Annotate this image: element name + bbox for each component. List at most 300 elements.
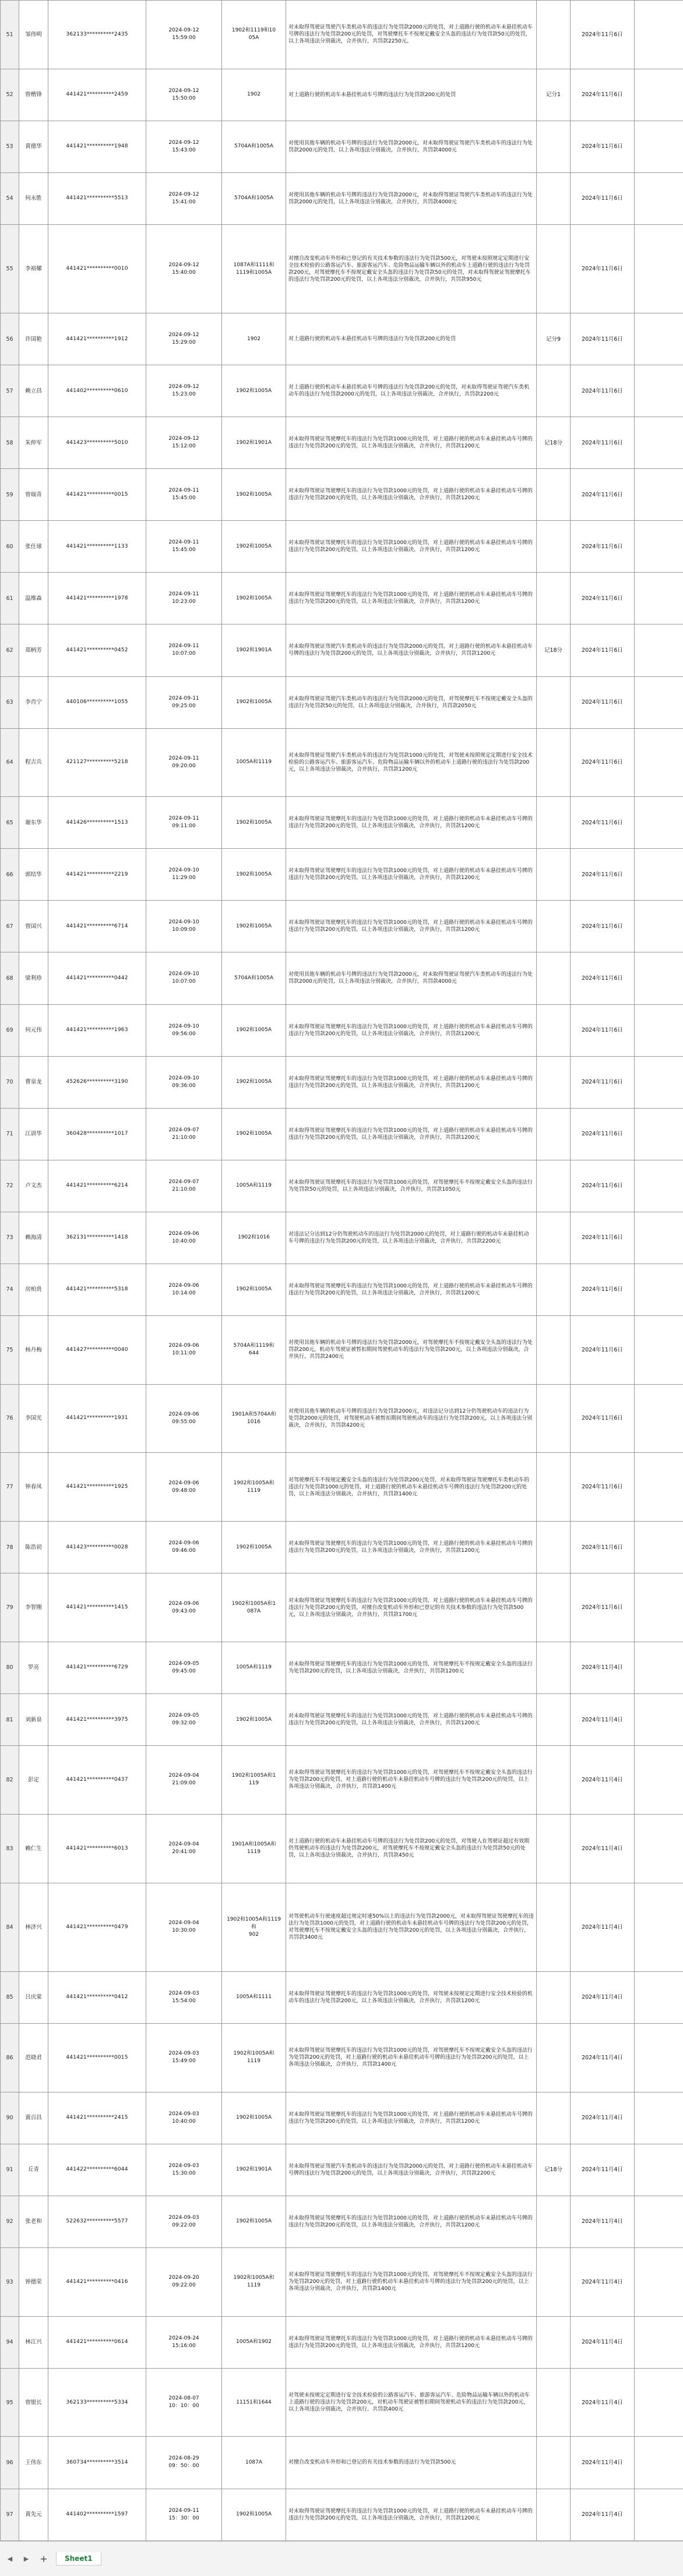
empty-cell[interactable] bbox=[635, 365, 683, 417]
points-note-cell[interactable] bbox=[537, 521, 571, 573]
empty-cell[interactable] bbox=[635, 2092, 683, 2144]
decision-date-cell[interactable]: 2024年11月6日 bbox=[571, 797, 635, 849]
decision-date-cell[interactable]: 2024年11月4日 bbox=[571, 2092, 635, 2144]
empty-cell[interactable] bbox=[635, 1971, 683, 2023]
row-number-cell[interactable]: 82 bbox=[1, 1746, 19, 1815]
add-sheet-button[interactable]: + bbox=[37, 2553, 50, 2566]
violation-time-cell[interactable]: 2024-09-06 09:55:00 bbox=[146, 1384, 222, 1453]
name-cell[interactable]: 罗亮 bbox=[19, 1642, 48, 1693]
decision-date-cell[interactable]: 2024年11月6日 bbox=[571, 728, 635, 797]
name-cell[interactable]: 梁利珍 bbox=[19, 952, 48, 1004]
empty-cell[interactable] bbox=[635, 797, 683, 849]
penalty-description-cell[interactable]: 对未取得驾驶证驾驶摩托车的违法行为处罚款1000元的处罚，对上道路行驶的机动车未悬挂机动车号牌的违法行为处罚款200元的处罚，对擅自改变机动车外形和已登记的有关技术参数的违法行为处罚款500元，以上各项违法分别裁决，合并执行，共罚款1700元 bbox=[286, 1573, 537, 1642]
row-number-cell[interactable]: 81 bbox=[1, 1694, 19, 1746]
id-number-cell[interactable]: 441421**********1415 bbox=[48, 1573, 146, 1642]
violation-time-cell[interactable]: 2024-09-12 15:50:00 bbox=[146, 69, 222, 121]
empty-cell[interactable] bbox=[635, 2247, 683, 2316]
id-number-cell[interactable]: 441421**********1133 bbox=[48, 521, 146, 573]
violation-time-cell[interactable]: 2024-09-03 15:54:00 bbox=[146, 1971, 222, 2023]
id-number-cell[interactable]: 441421**********0452 bbox=[48, 624, 146, 676]
empty-cell[interactable] bbox=[635, 1746, 683, 1815]
decision-date-cell[interactable]: 2024年11月6日 bbox=[571, 849, 635, 901]
row-number-cell[interactable]: 71 bbox=[1, 1108, 19, 1160]
violation-time-cell[interactable]: 2024-09-12 15:59:00 bbox=[146, 1, 222, 69]
id-number-cell[interactable]: 441422**********6044 bbox=[48, 2144, 146, 2196]
tab-sheet1[interactable]: Sheet1 bbox=[56, 2552, 101, 2566]
violation-code-cell[interactable]: 1902和1005A和1119和 902 bbox=[222, 1883, 286, 1971]
row-number-cell[interactable]: 79 bbox=[1, 1573, 19, 1642]
empty-cell[interactable] bbox=[635, 952, 683, 1004]
row-number-cell[interactable]: 53 bbox=[1, 121, 19, 172]
violation-code-cell[interactable]: 1902和1901A bbox=[222, 624, 286, 676]
violation-time-cell[interactable]: 2024-09-03 10:40:00 bbox=[146, 2092, 222, 2144]
points-note-cell[interactable] bbox=[537, 1573, 571, 1642]
empty-cell[interactable] bbox=[635, 1315, 683, 1384]
violation-code-cell[interactable]: 1902和1005A bbox=[222, 676, 286, 728]
violation-time-cell[interactable]: 2024-09-24 15:16:00 bbox=[146, 2316, 222, 2368]
violation-code-cell[interactable]: 1902和1005A和1 087A bbox=[222, 1573, 286, 1642]
id-number-cell[interactable]: 362133**********5334 bbox=[48, 2368, 146, 2437]
violation-code-cell[interactable]: 1005A和1119 bbox=[222, 1642, 286, 1693]
violation-time-cell[interactable]: 2024-09-06 10:40:00 bbox=[146, 1212, 222, 1264]
row-number-cell[interactable]: 76 bbox=[1, 1384, 19, 1453]
violation-code-cell[interactable]: 1902和1016 bbox=[222, 1212, 286, 1264]
row-number-cell[interactable]: 77 bbox=[1, 1453, 19, 1522]
decision-date-cell[interactable]: 2024年11月4日 bbox=[571, 2023, 635, 2092]
empty-cell[interactable] bbox=[635, 2368, 683, 2437]
points-note-cell[interactable] bbox=[537, 2437, 571, 2489]
points-note-cell[interactable]: 记18分 bbox=[537, 2144, 571, 2196]
points-note-cell[interactable]: 记18分 bbox=[537, 417, 571, 469]
name-cell[interactable]: 张老和 bbox=[19, 2196, 48, 2247]
penalty-description-cell[interactable]: 对使用其他车辆的机动车号牌的违法行为处罚款2000元，对违法记分达到12分仍驾驶机动车的违法行为处罚款2000元的处罚，对驾驶机动车被暂扣期间驾驶机动车的违法行为处罚款200元，以上各项违法分别裁决，合并执行，共罚款4200元 bbox=[286, 1384, 537, 1453]
empty-cell[interactable] bbox=[635, 1160, 683, 1212]
penalty-description-cell[interactable]: 对未取得驾驶证驾驶汽车类机动车的违法行为处罚款2000元的处罚，对上道路行驶的机动车未悬挂机动车号牌的违法行为处罚款200元的处罚，以上各项违法分别裁决，合并执行，共罚款1200元 bbox=[286, 624, 537, 676]
violation-time-cell[interactable]: 2024-09-04 21:09:00 bbox=[146, 1746, 222, 1815]
name-cell[interactable]: 曾楷锋 bbox=[19, 69, 48, 121]
violation-time-cell[interactable]: 2024-09-06 10:14:00 bbox=[146, 1264, 222, 1315]
row-number-cell[interactable]: 61 bbox=[1, 573, 19, 624]
penalty-description-cell[interactable]: 对未取得驾驶证驾驶汽车类机动车的违法行为处罚款2000元的处罚，对驾驶摩托车不按规定戴安全头盔的违法行为处罚款50元的处罚，以上各项违法分别裁决，合并执行，共罚款2050元 bbox=[286, 676, 537, 728]
id-number-cell[interactable]: 452626**********3190 bbox=[48, 1056, 146, 1108]
violation-code-cell[interactable]: 1902和1005A和 1119 bbox=[222, 1453, 286, 1522]
violation-code-cell[interactable]: 1902和1005A bbox=[222, 901, 286, 952]
decision-date-cell[interactable]: 2024年11月4日 bbox=[571, 2144, 635, 2196]
decision-date-cell[interactable]: 2024年11月6日 bbox=[571, 1573, 635, 1642]
penalty-description-cell[interactable]: 对未取得驾驶证驾驶摩托车的违法行为处罚款1000元的处罚，对上道路行驶的机动车未悬挂机动车号牌的违法行为处罚款200元的处罚，以上各项违法分别裁决，合并执行，共罚款1200元 bbox=[286, 2489, 537, 2541]
violation-time-cell[interactable]: 2024-09-05 09:32:00 bbox=[146, 1694, 222, 1746]
penalty-description-cell[interactable]: 对上道路行驶的机动车未悬挂机动车号牌的违法行为处罚款200元的处罚，对未取得驾驶证驾驶汽车类机动车的违法行为处罚款2000元的处罚，以上各项违法分别裁决，合并执行，共罚款2200元 bbox=[286, 365, 537, 417]
decision-date-cell[interactable]: 2024年11月4日 bbox=[571, 1642, 635, 1693]
row-number-cell[interactable]: 57 bbox=[1, 365, 19, 417]
violation-time-cell[interactable]: 2024-09-11 10:23:00 bbox=[146, 573, 222, 624]
penalty-description-cell[interactable]: 对未取得驾驶证驾驶摩托车的违法行为处罚款1000元的处罚，对驾驶摩托车不按规定戴安全头盔的违法行为处罚款200元的处罚，对上道路行驶的机动车未悬挂机动车号牌的违法行为处罚款200元的处罚，以上各项违法分别裁决，合并执行，共罚款1400元 bbox=[286, 1746, 537, 1815]
name-cell[interactable]: 李裕耀 bbox=[19, 224, 48, 313]
penalty-description-cell[interactable]: 对未取得驾驶证驾驶摩托车的违法行为处罚款1000元的处罚，对驾驶摩托车不按规定戴安全头盔的违法行为处罚款200元的处罚，以上各项违法分别裁决，合并执行，共罚款1200元 bbox=[286, 1642, 537, 1693]
decision-date-cell[interactable]: 2024年11月4日 bbox=[571, 2316, 635, 2368]
decision-date-cell[interactable]: 2024年11月6日 bbox=[571, 573, 635, 624]
violation-code-cell[interactable]: 1901A和1005A和 1119 bbox=[222, 1814, 286, 1883]
points-note-cell[interactable] bbox=[537, 2489, 571, 2541]
violation-time-cell[interactable]: 2024-09-11 15:45:00 bbox=[146, 521, 222, 573]
id-number-cell[interactable]: 441421**********6013 bbox=[48, 1814, 146, 1883]
penalty-description-cell[interactable]: 对未取得驾驶证驾驶摩托车的违法行为处罚款1000元的处罚，对上道路行驶的机动车未悬挂机动车号牌的违法行为处罚款200元的处罚，以上各项违法分别裁决，合并执行，共罚款1200元 bbox=[286, 417, 537, 469]
id-number-cell[interactable]: 441421**********0416 bbox=[48, 2247, 146, 2316]
violation-code-cell[interactable]: 5704A和1005A bbox=[222, 172, 286, 224]
name-cell[interactable]: 彭定 bbox=[19, 1746, 48, 1815]
violation-time-cell[interactable]: 2024-09-04 10:30:00 bbox=[146, 1883, 222, 1971]
decision-date-cell[interactable]: 2024年11月4日 bbox=[571, 2196, 635, 2247]
violation-code-cell[interactable]: 1902和1119和10 05A bbox=[222, 1, 286, 69]
empty-cell[interactable] bbox=[635, 2023, 683, 2092]
violation-time-cell[interactable]: 2024-08-07 10：10：00 bbox=[146, 2368, 222, 2437]
empty-cell[interactable] bbox=[635, 417, 683, 469]
name-cell[interactable]: 李肖宁 bbox=[19, 676, 48, 728]
penalty-description-cell[interactable]: 对未取得驾驶证驾驶摩托车的违法行为处罚款1000元的处罚，对上道路行驶的机动车未悬挂机动车号牌的违法行为处罚款200元的处罚，以上各项违法分别裁决，合并执行，共罚款1200元 bbox=[286, 849, 537, 901]
row-number-cell[interactable]: 52 bbox=[1, 69, 19, 121]
name-cell[interactable]: 何元伟 bbox=[19, 1004, 48, 1056]
violation-time-cell[interactable]: 2024-09-12 15:43:00 bbox=[146, 121, 222, 172]
violation-code-cell[interactable]: 1902和1005A bbox=[222, 469, 286, 521]
violation-time-cell[interactable]: 2024-09-06 09:43:00 bbox=[146, 1573, 222, 1642]
row-number-cell[interactable]: 80 bbox=[1, 1642, 19, 1693]
violation-time-cell[interactable]: 2024-09-11 09:25:00 bbox=[146, 676, 222, 728]
points-note-cell[interactable] bbox=[537, 1522, 571, 1573]
decision-date-cell[interactable]: 2024年11月6日 bbox=[571, 1453, 635, 1522]
name-cell[interactable]: 林江兴 bbox=[19, 2316, 48, 2368]
name-cell[interactable]: 黄先元 bbox=[19, 2489, 48, 2541]
decision-date-cell[interactable]: 2024年11月4日 bbox=[571, 1883, 635, 1971]
empty-cell[interactable] bbox=[635, 573, 683, 624]
violation-time-cell[interactable]: 2024-09-06 09:48:00 bbox=[146, 1453, 222, 1522]
name-cell[interactable]: 陈浩初 bbox=[19, 1522, 48, 1573]
name-cell[interactable]: 郑柄芳 bbox=[19, 624, 48, 676]
decision-date-cell[interactable]: 2024年11月6日 bbox=[571, 365, 635, 417]
violation-code-cell[interactable]: 1902和1005A和 1119 bbox=[222, 2023, 286, 2092]
id-number-cell[interactable]: 441421**********2415 bbox=[48, 2092, 146, 2144]
decision-date-cell[interactable]: 2024年11月6日 bbox=[571, 69, 635, 121]
violation-time-cell[interactable]: 2024-09-20 09:22:00 bbox=[146, 2247, 222, 2316]
row-number-cell[interactable]: 69 bbox=[1, 1004, 19, 1056]
decision-date-cell[interactable]: 2024年11月6日 bbox=[571, 469, 635, 521]
row-number-cell[interactable]: 74 bbox=[1, 1264, 19, 1315]
decision-date-cell[interactable]: 2024年11月6日 bbox=[571, 1384, 635, 1453]
row-number-cell[interactable]: 63 bbox=[1, 676, 19, 728]
penalty-description-cell[interactable]: 对未取得驾驶证驾驶汽车类机动车的违法行为处罚款2000元的处罚，对上道路行驶的机动车未悬挂机动车号牌的违法行为处罚款200元的处罚，以上各项违法分别裁决，合并执行，共罚款2200元 bbox=[286, 2144, 537, 2196]
violation-code-cell[interactable]: 1902和1005A bbox=[222, 1056, 286, 1108]
name-cell[interactable]: 李国光 bbox=[19, 1384, 48, 1453]
empty-cell[interactable] bbox=[635, 901, 683, 952]
row-number-cell[interactable]: 54 bbox=[1, 172, 19, 224]
decision-date-cell[interactable]: 2024年11月6日 bbox=[571, 1315, 635, 1384]
penalty-description-cell[interactable]: 对未取得驾驶证驾驶摩托车的违法行为处罚款1000元的处罚，对上道路行驶的机动车未悬挂机动车号牌的违法行为处罚款200元的处罚，以上各项违法分别裁决，合并执行，共罚款1200元 bbox=[286, 1522, 537, 1573]
violation-time-cell[interactable]: 2024-09-04 20:41:00 bbox=[146, 1814, 222, 1883]
prev-sheet-button[interactable]: ◀ bbox=[3, 2553, 16, 2566]
row-number-cell[interactable]: 65 bbox=[1, 797, 19, 849]
id-number-cell[interactable]: 441421**********5513 bbox=[48, 172, 146, 224]
decision-date-cell[interactable]: 2024年11月6日 bbox=[571, 1056, 635, 1108]
row-number-cell[interactable]: 59 bbox=[1, 469, 19, 521]
violation-time-cell[interactable]: 2024-09-10 10:09:00 bbox=[146, 901, 222, 952]
id-number-cell[interactable]: 440106**********1055 bbox=[48, 676, 146, 728]
violation-time-cell[interactable]: 2024-09-06 10:11:00 bbox=[146, 1315, 222, 1384]
points-note-cell[interactable] bbox=[537, 1212, 571, 1264]
violation-time-cell[interactable]: 2024-09-12 15:40:00 bbox=[146, 224, 222, 313]
id-number-cell[interactable]: 441421**********0479 bbox=[48, 1883, 146, 1971]
points-note-cell[interactable] bbox=[537, 1160, 571, 1212]
name-cell[interactable]: 温维森 bbox=[19, 573, 48, 624]
row-number-cell[interactable]: 68 bbox=[1, 952, 19, 1004]
id-number-cell[interactable]: 441421**********0437 bbox=[48, 1746, 146, 1815]
name-cell[interactable]: 朱仲军 bbox=[19, 417, 48, 469]
decision-date-cell[interactable]: 2024年11月6日 bbox=[571, 1160, 635, 1212]
row-number-cell[interactable]: 64 bbox=[1, 728, 19, 797]
decision-date-cell[interactable]: 2024年11月6日 bbox=[571, 1, 635, 69]
points-note-cell[interactable] bbox=[537, 469, 571, 521]
empty-cell[interactable] bbox=[635, 849, 683, 901]
row-number-cell[interactable]: 58 bbox=[1, 417, 19, 469]
points-note-cell[interactable]: 记18分 bbox=[537, 624, 571, 676]
id-number-cell[interactable]: 441421**********2459 bbox=[48, 69, 146, 121]
name-cell[interactable]: 刘新泉 bbox=[19, 1694, 48, 1746]
row-number-cell[interactable]: 51 bbox=[1, 1, 19, 69]
name-cell[interactable]: 黄百昌 bbox=[19, 2092, 48, 2144]
decision-date-cell[interactable]: 2024年11月6日 bbox=[571, 952, 635, 1004]
id-number-cell[interactable]: 441427**********0040 bbox=[48, 1315, 146, 1384]
points-note-cell[interactable] bbox=[537, 1883, 571, 1971]
decision-date-cell[interactable]: 2024年11月6日 bbox=[571, 1108, 635, 1160]
empty-cell[interactable] bbox=[635, 1522, 683, 1573]
empty-cell[interactable] bbox=[635, 1384, 683, 1453]
empty-cell[interactable] bbox=[635, 2437, 683, 2489]
name-cell[interactable]: 曾瑞青 bbox=[19, 469, 48, 521]
decision-date-cell[interactable]: 2024年11月6日 bbox=[571, 676, 635, 728]
row-number-cell[interactable]: 70 bbox=[1, 1056, 19, 1108]
name-cell[interactable]: 杨丹梅 bbox=[19, 1315, 48, 1384]
violation-time-cell[interactable]: 2024-09-03 15:30:00 bbox=[146, 2144, 222, 2196]
penalty-description-cell[interactable]: 对未取得驾驶证驾驶摩托车的违法行为处罚款1000元的处罚，对上道路行驶的机动车未悬挂机动车号牌的违法行为处罚款200元的处罚，以上各项违法分别裁决，合并执行，共罚款1200元 bbox=[286, 1004, 537, 1056]
decision-date-cell[interactable]: 2024年11月4日 bbox=[571, 2368, 635, 2437]
violation-time-cell[interactable]: 2024-09-06 09:46:00 bbox=[146, 1522, 222, 1573]
violation-code-cell[interactable]: 1005A和1119 bbox=[222, 1160, 286, 1212]
points-note-cell[interactable] bbox=[537, 728, 571, 797]
id-number-cell[interactable]: 441421**********1912 bbox=[48, 313, 146, 365]
name-cell[interactable]: 许国艳 bbox=[19, 313, 48, 365]
penalty-description-cell[interactable]: 对违法记分达到12分仍驾驶机动车的违法行为处罚款2000元的处罚，对上道路行驶的机动车未悬挂机动车号牌的违法行为处罚款200元的处罚，以上各项违法分别裁决，合并执行，共罚款2200元 bbox=[286, 1212, 537, 1264]
violation-code-cell[interactable]: 1005A和1111 bbox=[222, 1971, 286, 2023]
id-number-cell[interactable]: 441421**********0010 bbox=[48, 224, 146, 313]
empty-cell[interactable] bbox=[635, 2489, 683, 2541]
violation-time-cell[interactable]: 2024-09-12 15:41:00 bbox=[146, 172, 222, 224]
points-note-cell[interactable]: 记分1 bbox=[537, 69, 571, 121]
points-note-cell[interactable] bbox=[537, 1264, 571, 1315]
row-number-cell[interactable]: 94 bbox=[1, 2316, 19, 2368]
empty-cell[interactable] bbox=[635, 1573, 683, 1642]
decision-date-cell[interactable]: 2024年11月4日 bbox=[571, 2437, 635, 2489]
name-cell[interactable]: 张仕球 bbox=[19, 521, 48, 573]
violation-time-cell[interactable]: 2024-09-12 15:12:00 bbox=[146, 417, 222, 469]
id-number-cell[interactable]: 441426**********1513 bbox=[48, 797, 146, 849]
penalty-description-cell[interactable]: 对未取得驾驶证驾驶摩托车的违法行为处罚款1000元的处罚，对上道路行驶的机动车未悬挂机动车号牌的违法行为处罚款200元的处罚，以上各项违法分别裁决，合并执行，共罚款1200元 bbox=[286, 2316, 537, 2368]
penalty-description-cell[interactable]: 对擅自改变机动车外形和已登记的有关技术参数的违法行为处罚款500元，对驾驶未按照规定定期进行安全技术检验的公路客运汽车、旅游客运汽车、危险物品运输车辆以外的机动车上道路行驶的违法行为处罚款200元，对驾驶摩托车不按规定戴安全头盔的违法行为处罚款50元的处罚，对未取得驾驶证驾驶摩托车的违法行为处罚款200元的处罚，以上各项违法分别裁决，合并执行，共罚款950元 bbox=[286, 224, 537, 313]
decision-date-cell[interactable]: 2024年11月6日 bbox=[571, 1212, 635, 1264]
name-cell[interactable]: 谢东华 bbox=[19, 797, 48, 849]
decision-date-cell[interactable]: 2024年11月6日 bbox=[571, 313, 635, 365]
decision-date-cell[interactable]: 2024年11月6日 bbox=[571, 1004, 635, 1056]
decision-date-cell[interactable]: 2024年11月4日 bbox=[571, 1694, 635, 1746]
id-number-cell[interactable]: 441421**********0015 bbox=[48, 2023, 146, 2092]
name-cell[interactable]: 何永胜 bbox=[19, 172, 48, 224]
violation-time-cell[interactable]: 2024-09-12 15:23:00 bbox=[146, 365, 222, 417]
id-number-cell[interactable]: 441423**********5010 bbox=[48, 417, 146, 469]
empty-cell[interactable] bbox=[635, 624, 683, 676]
points-note-cell[interactable] bbox=[537, 224, 571, 313]
penalty-description-cell[interactable]: 对未取得驾驶证驾驶摩托车的违法行为处罚款1000元的处罚，对上道路行驶的机动车未悬挂机动车号牌的违法行为处罚款200元的处罚，以上各项违法分别裁决，合并执行，共罚款1200元 bbox=[286, 521, 537, 573]
name-cell[interactable]: 李智刚 bbox=[19, 1573, 48, 1642]
row-number-cell[interactable]: 78 bbox=[1, 1522, 19, 1573]
penalty-description-cell[interactable]: 对未取得驾驶证驾驶摩托车的违法行为处罚款1000元的处罚，对上道路行驶的机动车未悬挂机动车号牌的违法行为处罚款200元的处罚，以上各项违法分别裁决，合并执行，共罚款1200元 bbox=[286, 2196, 537, 2247]
next-sheet-button[interactable]: ▶ bbox=[20, 2553, 33, 2566]
points-note-cell[interactable]: 记分9 bbox=[537, 313, 571, 365]
penalty-description-cell[interactable]: 对未取得驾驶证驾驶摩托车的违法行为处罚款1000元的处罚，对驾驶摩托车不按规定戴安全头盔的违法行为处罚款50元的处罚，以上各项违法分别裁决，合并执行，共罚款1050元 bbox=[286, 1160, 537, 1212]
row-number-cell[interactable]: 93 bbox=[1, 2247, 19, 2316]
id-number-cell[interactable]: 441421**********6714 bbox=[48, 901, 146, 952]
violation-time-cell[interactable]: 2024-09-07 21:10:00 bbox=[146, 1160, 222, 1212]
id-number-cell[interactable]: 441402**********0610 bbox=[48, 365, 146, 417]
decision-date-cell[interactable]: 2024年11月6日 bbox=[571, 624, 635, 676]
violation-code-cell[interactable]: 1902和1005A和1 119 bbox=[222, 1746, 286, 1815]
points-note-cell[interactable] bbox=[537, 1004, 571, 1056]
penalty-description-cell[interactable]: 对驾驶未按规定定期进行安全技术检验的公路客运汽车、旅游客运汽车、危险物品运输车辆以外的机动车上道路行驶的违法行为处罚款200元，对机动车驾驶证被暂扣期间驾驶机动车的违法行为处罚款200元，以上各项违法分别裁决，合并执行，共罚款400元 bbox=[286, 2368, 537, 2437]
name-cell[interactable]: 王伟东 bbox=[19, 2437, 48, 2489]
violation-code-cell[interactable]: 1087A和1111和 1119和1005A bbox=[222, 224, 286, 313]
decision-date-cell[interactable]: 2024年11月6日 bbox=[571, 224, 635, 313]
id-number-cell[interactable]: 441421**********1948 bbox=[48, 121, 146, 172]
violation-code-cell[interactable]: 5704A和1119和 644 bbox=[222, 1315, 286, 1384]
violation-code-cell[interactable]: 5704A和1005A bbox=[222, 952, 286, 1004]
violation-time-cell[interactable]: 2024-09-10 11:29:00 bbox=[146, 849, 222, 901]
points-note-cell[interactable] bbox=[537, 1384, 571, 1453]
penalty-description-cell[interactable]: 对未取得驾驶证驾驶摩托车的违法行为处罚款1000元的处罚，对上道路行驶的机动车未悬挂机动车号牌的违法行为处罚款200元的处罚，以上各项违法分别裁决，合并执行，共罚款1200元 bbox=[286, 2092, 537, 2144]
points-note-cell[interactable] bbox=[537, 1746, 571, 1815]
row-number-cell[interactable]: 55 bbox=[1, 224, 19, 313]
row-number-cell[interactable]: 96 bbox=[1, 2437, 19, 2489]
empty-cell[interactable] bbox=[635, 1108, 683, 1160]
violation-code-cell[interactable]: 1902和1005A bbox=[222, 2196, 286, 2247]
penalty-description-cell[interactable]: 对上道路行驶的机动车未悬挂机动车号牌的违法行为处罚款200元的处罚，对驾驶人在驾驶证超过有效期仍驾驶机动车的违法行为处罚款200元，对驾驶摩托车不按规定戴安全头盔的违法行为处罚款50元的处罚，以上各项违法分别裁决，合并执行，共罚款450元 bbox=[286, 1814, 537, 1883]
empty-cell[interactable] bbox=[635, 1264, 683, 1315]
violation-code-cell[interactable]: 1902和1005A bbox=[222, 1522, 286, 1573]
violation-code-cell[interactable]: 1902和1901A bbox=[222, 2144, 286, 2196]
row-number-cell[interactable]: 85 bbox=[1, 1971, 19, 2023]
points-note-cell[interactable] bbox=[537, 2196, 571, 2247]
penalty-description-cell[interactable]: 对未取得驾驶证驾驶摩托车的违法行为处罚款1000元的处罚，对上道路行驶的机动车未悬挂机动车号牌的违法行为处罚款200元的处罚，以上各项违法分别裁决，合并执行，共罚款1200元 bbox=[286, 1264, 537, 1315]
violation-code-cell[interactable]: 1902和1005A bbox=[222, 365, 286, 417]
id-number-cell[interactable]: 441421**********1931 bbox=[48, 1384, 146, 1453]
violation-code-cell[interactable]: 1005A和1902 bbox=[222, 2316, 286, 2368]
violation-time-cell[interactable]: 2024-08-29 09：50：00 bbox=[146, 2437, 222, 2489]
empty-cell[interactable] bbox=[635, 121, 683, 172]
id-number-cell[interactable]: 441421**********3975 bbox=[48, 1694, 146, 1746]
row-number-cell[interactable]: 72 bbox=[1, 1160, 19, 1212]
violation-code-cell[interactable]: 1902和1901A bbox=[222, 417, 286, 469]
name-cell[interactable]: 黄德华 bbox=[19, 121, 48, 172]
points-note-cell[interactable] bbox=[537, 1056, 571, 1108]
row-number-cell[interactable]: 56 bbox=[1, 313, 19, 365]
id-number-cell[interactable]: 441421**********1963 bbox=[48, 1004, 146, 1056]
id-number-cell[interactable]: 441421**********5318 bbox=[48, 1264, 146, 1315]
id-number-cell[interactable]: 441421**********6214 bbox=[48, 1160, 146, 1212]
penalty-description-cell[interactable]: 对上道路行驶的机动车未悬挂机动车号牌的违法行为处罚款200元的处罚 bbox=[286, 313, 537, 365]
points-note-cell[interactable] bbox=[537, 573, 571, 624]
penalty-description-cell[interactable]: 对使用其他车辆的机动车号牌的违法行为处罚款2000元，对未取得驾驶证驾驶汽车类机动车的违法行为处罚款2000元的处罚，以上各项违法分别裁决，合并执行，共罚款4000元 bbox=[286, 952, 537, 1004]
id-number-cell[interactable]: 360734**********3514 bbox=[48, 2437, 146, 2489]
points-note-cell[interactable] bbox=[537, 1453, 571, 1522]
name-cell[interactable]: 曾国兴 bbox=[19, 901, 48, 952]
violation-code-cell[interactable]: 1087A bbox=[222, 2437, 286, 2489]
empty-cell[interactable] bbox=[635, 2316, 683, 2368]
points-note-cell[interactable] bbox=[537, 365, 571, 417]
violation-time-cell[interactable]: 2024-09-10 10:07:00 bbox=[146, 952, 222, 1004]
row-number-cell[interactable]: 84 bbox=[1, 1883, 19, 1971]
penalty-description-cell[interactable]: 对驾驶摩托车不按规定戴安全头盔的违法行为处罚款200元处罚，对未取得驾驶证驾驶摩托车类机动车的违法行为处罚款1000元的处罚，对上道路行驶的机动车未悬挂机动车号牌的违法行为处罚款200元的处罚，以上各项违法分别裁决，合并执行，共罚款1400元 bbox=[286, 1453, 537, 1522]
empty-cell[interactable] bbox=[635, 1212, 683, 1264]
name-cell[interactable]: 赖仁生 bbox=[19, 1814, 48, 1883]
decision-date-cell[interactable]: 2024年11月6日 bbox=[571, 521, 635, 573]
violation-code-cell[interactable]: 1902 bbox=[222, 69, 286, 121]
id-number-cell[interactable]: 441421**********2219 bbox=[48, 849, 146, 901]
decision-date-cell[interactable]: 2024年11月6日 bbox=[571, 172, 635, 224]
points-note-cell[interactable] bbox=[537, 2092, 571, 2144]
id-number-cell[interactable]: 441421**********0412 bbox=[48, 1971, 146, 2023]
empty-cell[interactable] bbox=[635, 521, 683, 573]
id-number-cell[interactable]: 360428**********1017 bbox=[48, 1108, 146, 1160]
decision-date-cell[interactable]: 2024年11月6日 bbox=[571, 1522, 635, 1573]
name-cell[interactable]: 房柏贵 bbox=[19, 1264, 48, 1315]
violation-code-cell[interactable]: 1902和1005A bbox=[222, 521, 286, 573]
empty-cell[interactable] bbox=[635, 1694, 683, 1746]
points-note-cell[interactable] bbox=[537, 2368, 571, 2437]
empty-cell[interactable] bbox=[635, 1056, 683, 1108]
violation-code-cell[interactable]: 11151和1644 bbox=[222, 2368, 286, 2437]
violation-code-cell[interactable]: 1902和1005A bbox=[222, 1108, 286, 1160]
row-number-cell[interactable]: 97 bbox=[1, 2489, 19, 2541]
id-number-cell[interactable]: 441402**********1597 bbox=[48, 2489, 146, 2541]
points-note-cell[interactable] bbox=[537, 797, 571, 849]
name-cell[interactable]: 江训华 bbox=[19, 1108, 48, 1160]
row-number-cell[interactable]: 62 bbox=[1, 624, 19, 676]
row-number-cell[interactable]: 92 bbox=[1, 2196, 19, 2247]
empty-cell[interactable] bbox=[635, 69, 683, 121]
violation-time-cell[interactable]: 2024-09-11 10:07:00 bbox=[146, 624, 222, 676]
id-number-cell[interactable]: 441421**********1978 bbox=[48, 573, 146, 624]
name-cell[interactable]: 钟德荣 bbox=[19, 2247, 48, 2316]
violation-code-cell[interactable]: 1902 bbox=[222, 313, 286, 365]
points-note-cell[interactable] bbox=[537, 849, 571, 901]
penalty-description-cell[interactable]: 对未取得驾驶证驾驶汽车类机动车的违法行为处罚款2000元的处罚，对上道路行驶的机动车未悬挂机动车号牌的违法行为处罚款200元的处罚，对驾驶摩托车不按规定戴安全头盔的违法行为处罚款50元的处罚，以上各项违法分别裁决，合并执行，共罚款2250元。 bbox=[286, 1, 537, 69]
name-cell[interactable]: 范晓君 bbox=[19, 2023, 48, 2092]
violation-code-cell[interactable]: 1902和1005A bbox=[222, 2092, 286, 2144]
points-note-cell[interactable] bbox=[537, 1971, 571, 2023]
empty-cell[interactable] bbox=[635, 1883, 683, 1971]
violation-time-cell[interactable]: 2024-09-07 21:10:00 bbox=[146, 1108, 222, 1160]
violation-code-cell[interactable]: 1901A和5704A和 1016 bbox=[222, 1384, 286, 1453]
violation-time-cell[interactable]: 2024-09-11 09:11:00 bbox=[146, 797, 222, 849]
row-number-cell[interactable]: 91 bbox=[1, 2144, 19, 2196]
points-note-cell[interactable] bbox=[537, 172, 571, 224]
id-number-cell[interactable]: 441421**********0442 bbox=[48, 952, 146, 1004]
penalty-description-cell[interactable]: 对使用其他车辆的机动车号牌的违法行为处罚款2000元，对未取得驾驶证驾驶汽车类机动车的违法行为处罚款2000元的处罚，以上各项违法分别裁决，合并执行，共罚款4000元 bbox=[286, 121, 537, 172]
